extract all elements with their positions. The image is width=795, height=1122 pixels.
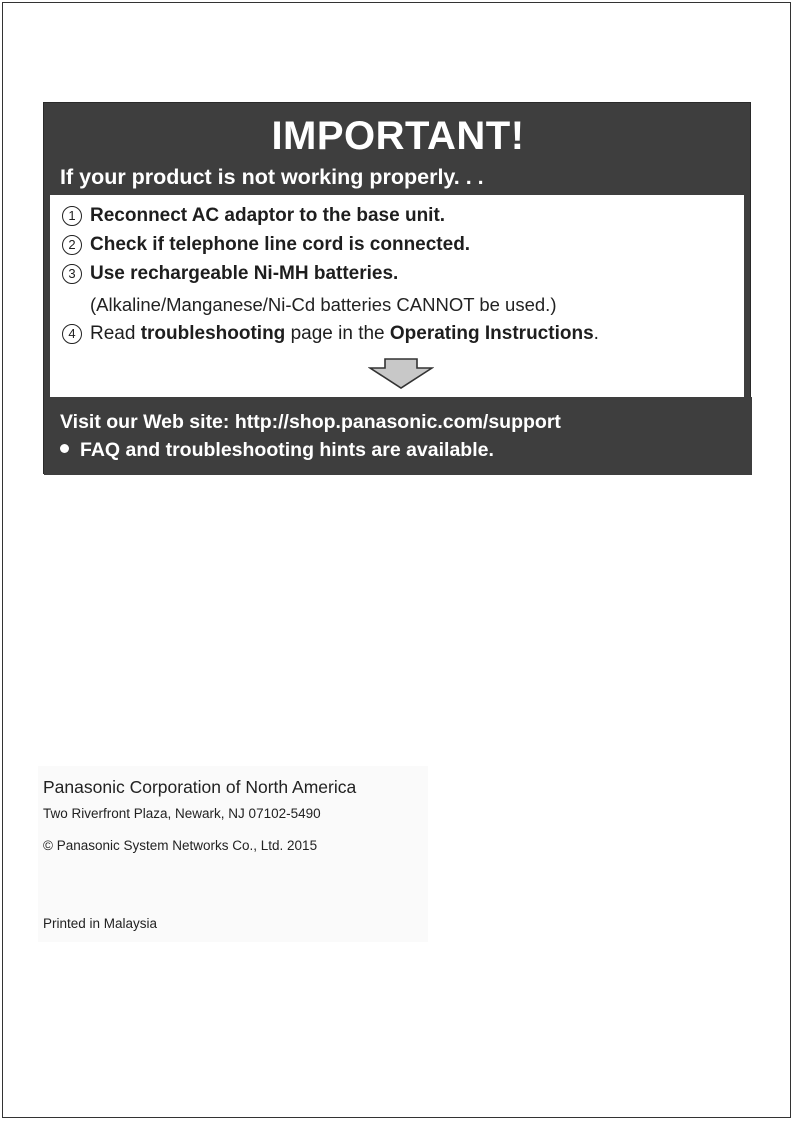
step-text-3: Use rechargeable Ni-MH batteries. — [90, 263, 399, 284]
step-4-bold-operating-instructions: Operating Instructions — [389, 323, 594, 344]
step-number-4: 4 — [62, 324, 82, 344]
step-4-pre: Read — [90, 323, 141, 344]
step-2 — [62, 234, 470, 256]
company-name: Panasonic Corporation of North America — [43, 777, 357, 797]
footer-panel — [38, 766, 428, 942]
step-4 — [62, 323, 599, 345]
printed-in-line: Printed in Malaysia — [43, 916, 158, 931]
support-band — [44, 397, 752, 475]
down-arrow-icon — [368, 358, 434, 390]
step-text-1: Reconnect AC adaptor to the base unit. — [90, 205, 446, 226]
step-4-mid: page in the — [285, 323, 390, 344]
important-notice-box — [43, 102, 751, 474]
step-text-2: Check if telephone line cord is connected. — [90, 234, 471, 255]
step-number-1: 1 — [62, 206, 82, 226]
step-4-post: . — [593, 323, 599, 344]
company-address: Two Riverfront Plaza, Newark, NJ 07102-5490 — [43, 806, 321, 821]
step-4-bold-troubleshooting: troubleshooting — [140, 323, 286, 344]
notice-title: IMPORTANT! — [271, 114, 525, 158]
step-1 — [62, 205, 445, 227]
bullet-icon — [60, 444, 69, 453]
step-number-2: 2 — [62, 235, 82, 255]
copyright-line: © Panasonic System Networks Co., Ltd. 2015 — [43, 838, 318, 853]
website-line: Visit our Web site: http://shop.panasonic.com/support — [60, 411, 561, 433]
faq-text: FAQ and troubleshooting hints are available. — [80, 439, 494, 461]
faq-line — [60, 439, 494, 462]
step-3 — [62, 263, 398, 285]
step-number-3: 3 — [62, 264, 82, 284]
notice-subtitle: If your product is not working properly. . . — [60, 165, 484, 189]
battery-note: (Alkaline/Manganese/Ni-Cd batteries CANNOT be used.) — [90, 294, 557, 315]
